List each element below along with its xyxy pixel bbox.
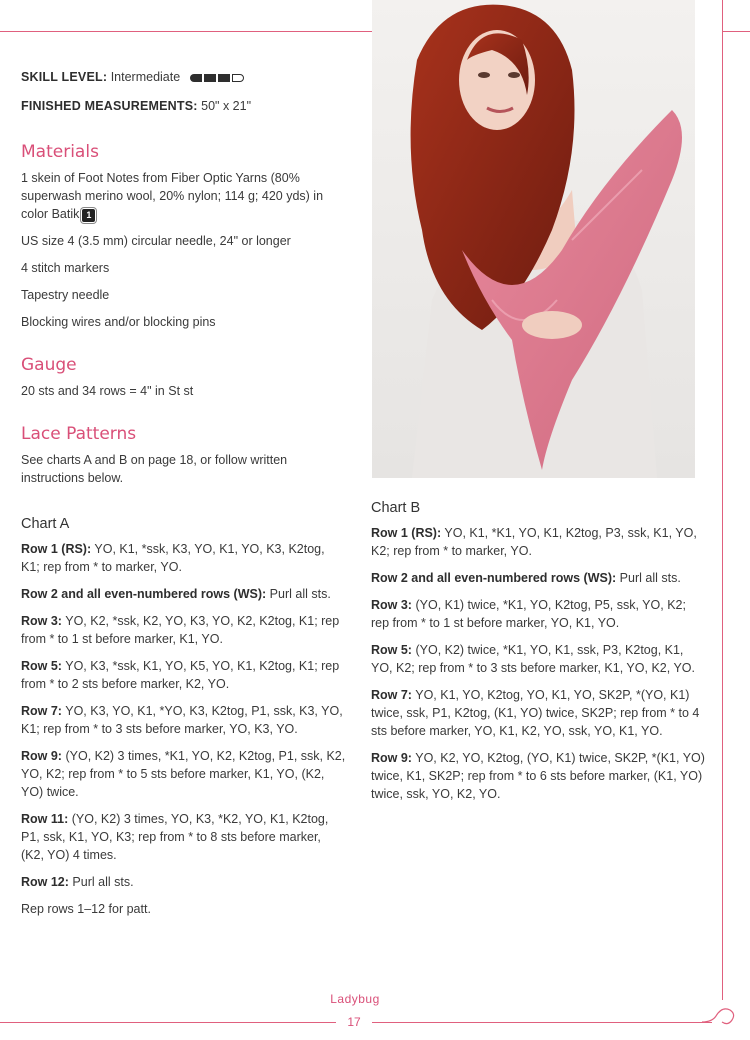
chart-b-row: Row 9: YO, K2, YO, K2tog, (YO, K1) twice, SK2P, *(K1, YO) twice, K1, SK2P; rep from * to 6 sts before marker, (K1, YO) twice, ssk, YO, K2, YO. [371, 751, 705, 801]
finished-measurements-label: FINISHED MEASUREMENTS: [21, 99, 198, 113]
swirl-ornament-icon [700, 996, 740, 1036]
materials-heading: Materials [21, 142, 99, 162]
gauge-text: 20 sts and 34 rows = 4" in St st [21, 384, 194, 398]
chart-a-heading: Chart A [21, 516, 70, 532]
chart-b-row: Row 3: (YO, K1) twice, *K1, YO, K2tog, P5, ssk, YO, K2; rep from * to 1 st before marker, YO, K1, YO. [371, 598, 686, 630]
chart-a-row: Row 1 (RS): YO, K1, *ssk, K3, YO, K1, YO, K3, K2tog, K1; rep from * to marker, YO. [21, 542, 325, 574]
gauge-heading: Gauge [21, 355, 77, 375]
chart-b-heading: Chart B [371, 500, 421, 516]
skill-level-value: Intermediate [110, 70, 181, 84]
skill-level-label: SKILL LEVEL: [21, 70, 108, 84]
right-column [371, 498, 706, 812]
chart-b-row: Row 7: YO, K1, YO, K2tog, YO, K1, YO, SK2P, *(YO, K1) twice, ssk, P1, K2tog, (K1, YO) twice, SK2P; rep from * to 4 sts before marker, YO, K1, K2, YO, ssk, YO, K1, YO. [371, 688, 700, 738]
left-column [21, 68, 346, 927]
skill-level-icon [190, 69, 246, 87]
footer-rule-right [372, 1022, 712, 1023]
lace-patterns-text: See charts A and B on page 18, or follow written instructions below. [21, 453, 288, 485]
chart-a-row: Row 5: YO, K3, *ssk, K1, YO, K5, YO, K1, K2tog, K1; rep from * to 2 sts before marker, K2, YO. [21, 659, 340, 691]
chart-b-row: Row 5: (YO, K2) twice, *K1, YO, K1, ssk, P3, K2tog, K1, YO, K2; rep from * to 3 sts before marker, K1, YO, K2, YO. [371, 643, 695, 675]
right-vertical-rule [722, 0, 723, 1000]
yarn-weight-icon: 1 [82, 209, 95, 222]
chart-a-repeat-note: Rep rows 1–12 for patt. [21, 902, 151, 916]
model-photo [372, 0, 695, 478]
materials-item-tapestry: Tapestry needle [21, 288, 110, 302]
materials-item-yarn: 1 skein of Foot Notes from Fiber Optic Yarns (80% superwash merino wool, 20% nylon; 114 g; 420 yds) in color Batik 1 [21, 171, 324, 221]
materials-item-blocking: Blocking wires and/or blocking pins [21, 315, 216, 329]
chart-a-row: Row 9: (YO, K2) 3 times, *K1, YO, K2, K2tog, P1, ssk, K2, YO, K2; rep from * to 5 sts before marker, K1, YO, (K2, YO) twice. [21, 749, 346, 799]
footer-pattern-title: Ladybug [330, 992, 380, 1006]
materials-item-markers: 4 stitch markers [21, 261, 110, 275]
page-number: 17 [347, 1015, 361, 1029]
chart-b-row: Row 2 and all even-numbered rows (WS): Purl all sts. [371, 571, 681, 585]
lace-patterns-heading: Lace Patterns [21, 424, 137, 444]
materials-item-needle: US size 4 (3.5 mm) circular needle, 24" or longer [21, 234, 291, 248]
top-rule [0, 31, 380, 32]
chart-a-row: Row 7: YO, K3, YO, K1, *YO, K3, K2tog, P1, ssk, K3, YO, K1; rep from * to 3 sts before marker, YO, K3, YO. [21, 704, 343, 736]
footer-rule-left [0, 1022, 336, 1023]
chart-a-row: Row 3: YO, K2, *ssk, K2, YO, K3, YO, K2, K2tog, K1; rep from * to 1 st before marker, K1, YO. [21, 614, 340, 646]
chart-a-row: Row 11: (YO, K2) 3 times, YO, K3, *K2, YO, K1, K2tog, P1, ssk, K1, YO, K3; rep from * to 8 sts before marker, (K2, YO) 4 times. [21, 812, 329, 862]
chart-a-row: Row 12: Purl all sts. [21, 875, 134, 889]
top-rule-right [722, 31, 750, 32]
finished-measurements-value: 50" x 21" [201, 99, 252, 113]
chart-b-row: Row 1 (RS): YO, K1, *K1, YO, K1, K2tog, P3, ssk, K1, YO, K2; rep from * to marker, YO. [371, 526, 697, 558]
chart-a-row: Row 2 and all even-numbered rows (WS): Purl all sts. [21, 587, 331, 601]
skill-level [21, 68, 346, 87]
finished-measurements [21, 97, 346, 115]
